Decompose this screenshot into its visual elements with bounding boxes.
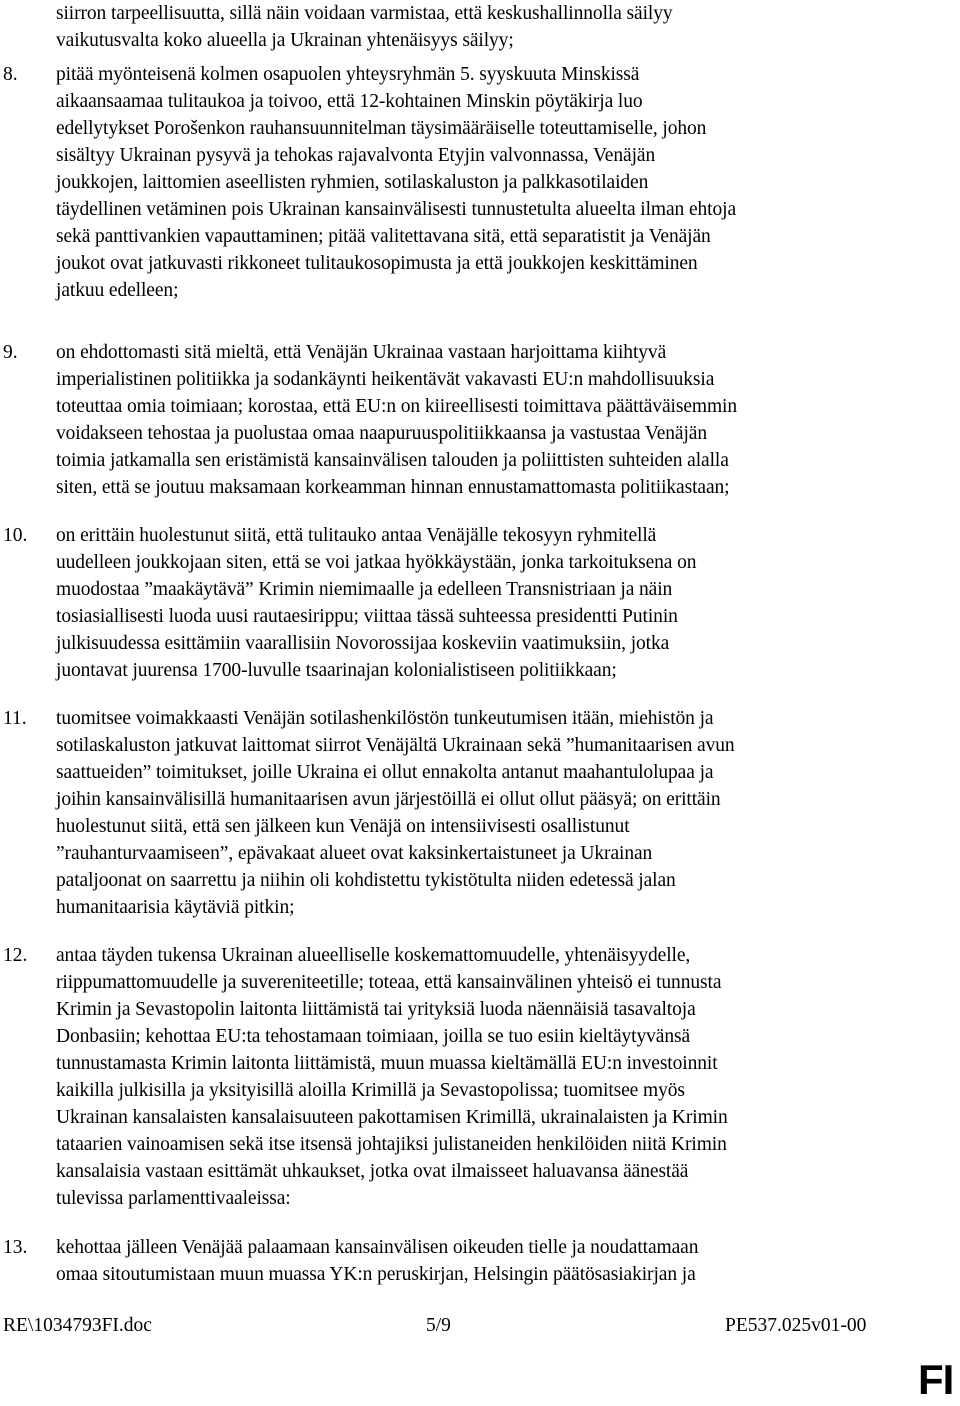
text-line: toteuttaa omia toimiaan; korostaa, että EU:n on kiireellisesti toimittava päättäväisemmin [56,396,737,417]
paragraph-number: 13. [3,1237,28,1258]
text-line: antaa täyden tukensa Ukrainan alueelliselle koskemattomuudelle, yhtenäisyydelle, [56,945,691,966]
text-line: omaa sitoutumistaan muun muassa YK:n peruskirjan, Helsingin päätösasiakirjan ja [56,1264,696,1285]
text-line: kaikilla julkisilla ja yksityisillä aloilla Krimillä ja Sevastopolissa; tuomitsee myös [56,1080,685,1101]
text-line: Krimin ja Sevastopolin laitonta liittämistä tai yrityksiä luoda näennäisiä tasavaltoja [56,999,696,1020]
text-line: edellytykset Porošenkon rauhansuunnitelman täysimääräiselle toteuttamiselle, johon [56,118,707,139]
text-line: on ehdottomasti sitä mieltä, että Venäjän Ukrainaa vastaan harjoittama kiihtyvä [56,342,667,363]
text-line: sekä panttivankien vapauttaminen; pitää valitettavana sitä, että separatistit ja Venäjän [56,226,711,247]
text-line: on erittäin huolestunut siitä, että tulitauko antaa Venäjälle tekosyyn ryhmitellä [56,525,657,546]
text-line: humanitaarisia käytäviä pitkin; [56,897,295,918]
text-line: joukot ovat jatkuvasti rikkoneet tulitaukosopimusta ja että joukkojen keskittäminen [56,253,698,274]
text-line: vaikutusvalta koko alueella ja Ukrainan yhtenäisyys säilyy; [56,30,514,51]
text-line: ”rauhanturvaamiseen”, epävakaat alueet ovat kaksinkertaistuneet ja Ukrainan [56,843,653,864]
text-line: uudelleen joukkojaan siten, että se voi jatkaa hyökkäystään, jonka tarkoituksena on [56,552,697,573]
text-line: Donbasiin; kehottaa EU:ta tehostamaan toimiaan, joilla se tuo esiin kieltäytyvänsä [56,1026,691,1047]
text-line: kansalaisia vastaan esittämät uhkaukset, jotka ovat ilmaisseet haluavansa äänestää [56,1161,689,1182]
text-line: tunnustamasta Krimin laitonta liittämistä, muun muassa kieltämällä EU:n investoinnit [56,1053,718,1074]
paragraph-number: 8. [3,64,18,85]
text-line: jatkuu edelleen; [56,280,179,301]
text-line: toimia jatkamalla sen eristämistä kansainvälisen talouden ja poliittisten suhteiden alalla [56,450,729,471]
text-line: muodostaa ”maakäytävä” Krimin niemimaalle ja edelleen Transnistriaan ja näin [56,579,673,600]
text-line: tataarien vainoamisen sekä itse itsensä johtajiksi julistaneiden henkilöiden niitä Krimin [56,1134,727,1155]
text-line: joihin kansainvälisillä humanitaarisen avun järjestöillä ei ollut ollut pääsyä; on erittäin [56,789,721,810]
paragraph-number: 11. [3,708,27,729]
text-line: riippumattomuudelle ja suvereniteetille; toteaa, että kansainvälinen yhteisö ei tunnusta [56,972,722,993]
text-line: saattueiden” toimitukset, joille Ukraina ei ollut ennakolta antanut maahantulolupaa ja [56,762,714,783]
document-reference: RE\1034793FI.doc [3,1315,152,1336]
text-line: voidakseen tehostaa ja puolustaa omaa naapuruuspolitiikkaansa ja vastustaa Venäjän [56,423,707,444]
text-line: julkisuudessa esittämiin vaarallisiin Novorossijaa koskeviin vaatimuksiin, jotka [56,633,670,654]
text-line: joukkojen, laittomien aseellisten ryhmien, sotilaskaluston ja palkkasotilaiden [56,172,649,193]
language-code: FI [918,1356,954,1403]
text-line: imperialistinen politiikka ja sodankäynti heikentävät vakavasti EU:n mahdollisuuksia [56,369,715,390]
paragraph-number: 9. [3,342,18,363]
text-line: pataljoonat on saarrettu ja niihin oli kohdistettu tykistötulta niiden edetessä jalan [56,870,676,891]
paragraph-number: 12. [3,945,28,966]
text-line: pitää myönteisenä kolmen osapuolen yhteysryhmän 5. syyskuuta Minskissä [56,64,640,85]
text-line: sisältyy Ukrainan pysyvä ja tehokas rajavalvonta Etyjin valvonnassa, Venäjän [56,145,656,166]
text-line: siten, että se joutuu maksamaan korkeamman hinnan ennustamattomasta politiikastaan; [56,477,730,498]
text-line: siirron tarpeellisuutta, sillä näin voidaan varmistaa, että keskushallinnolla säilyy [56,3,673,24]
text-line: Ukrainan kansalaisten kansalaisuuteen pakottamisen Krimillä, ukrainalaisten ja Krimin [56,1107,728,1128]
text-line: huolestunut siitä, että sen jälkeen kun Venäjä on intensiivisesti osallistunut [56,816,630,837]
text-line: juontavat juurensa 1700-luvulle tsaarinajan kolonialistiseen politiikkaan; [56,660,617,681]
page-number: 5/9 [426,1315,451,1336]
text-line: tulevissa parlamenttivaaleissa: [56,1188,291,1209]
paragraph-number: 10. [3,525,28,546]
text-line: tuomitsee voimakkaasti Venäjän sotilashenkilöstön tunkeutumisen itään, miehistön ja [56,708,714,729]
text-line: aikaansaamaa tulitaukoa ja toivoo, että 12-kohtainen Minskin pöytäkirja luo [56,91,643,112]
text-line: tosiasiallisesti luoda uusi rautaesirippu; viittaa tässä suhteessa presidentti Putinin [56,606,678,627]
text-line: täydellinen vetäminen pois Ukrainan kansainvälisesti tunnustetulta alueelta ilman ehtoja [56,199,737,220]
pe-reference: PE537.025v01-00 [725,1315,867,1336]
text-line: sotilaskaluston jatkuvat laittomat siirrot Venäjältä Ukrainaan sekä ”humanitaarisen avun [56,735,735,756]
text-line: kehottaa jälleen Venäjää palaamaan kansainvälisen oikeuden tielle ja noudattamaan [56,1237,699,1258]
